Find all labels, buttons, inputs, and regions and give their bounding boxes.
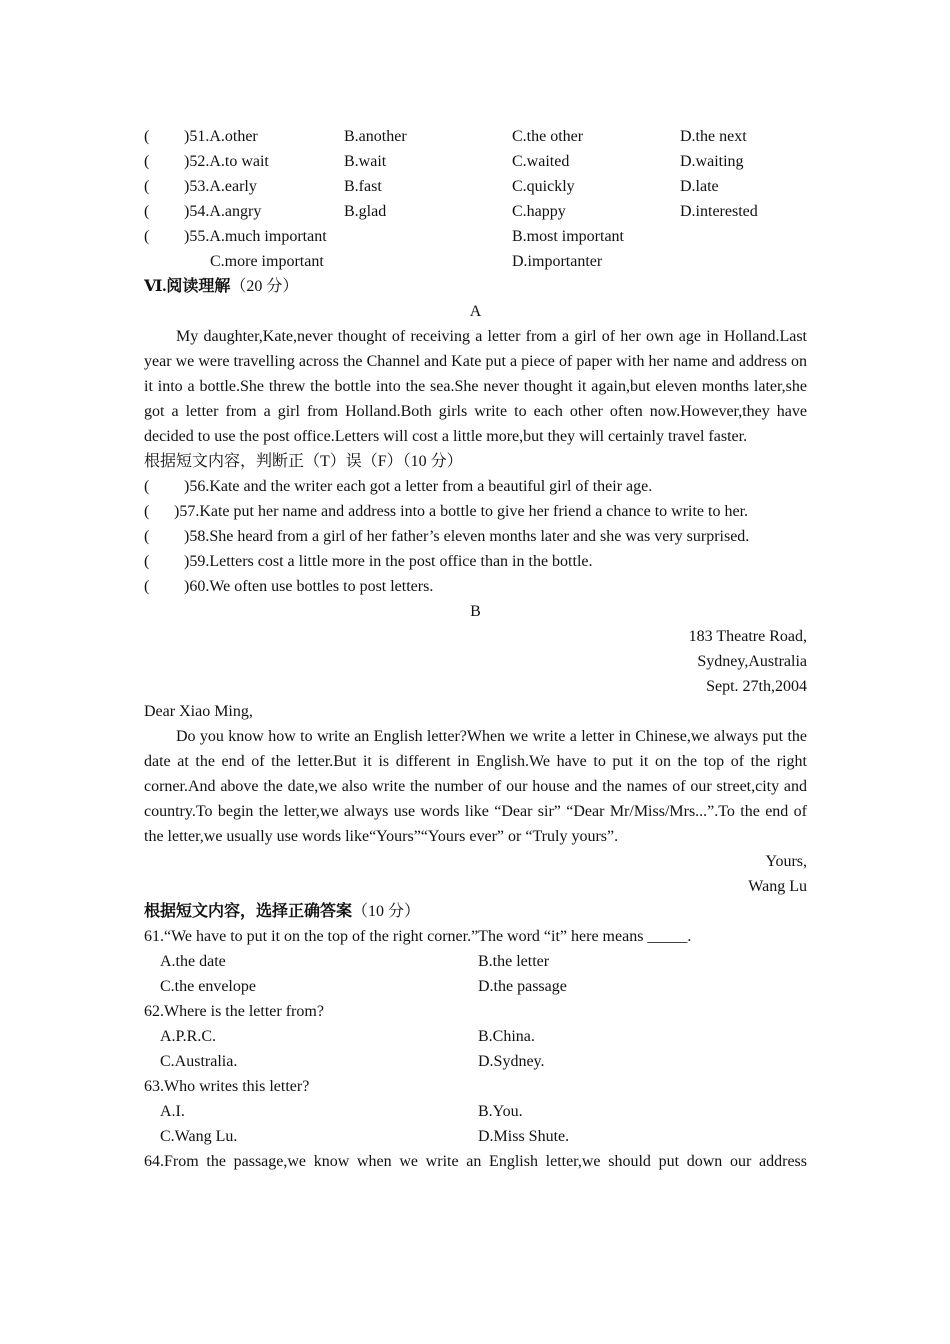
option-a: )53.A.early bbox=[184, 178, 257, 195]
answer-paren: ( bbox=[144, 203, 150, 220]
exam-page bbox=[144, 124, 807, 1174]
option-c: C.happy bbox=[512, 203, 566, 220]
answer-paren: ( bbox=[144, 478, 150, 495]
option-b: B.wait bbox=[344, 153, 387, 170]
mc-instruction-score: （10 分） bbox=[352, 903, 421, 920]
option-a: A.the date bbox=[160, 953, 226, 970]
question-63: 63.Who writes this letter? bbox=[144, 1078, 310, 1095]
option-c: C.the other bbox=[512, 128, 584, 145]
question-55-row2 bbox=[144, 249, 807, 274]
option-d: D.waiting bbox=[680, 153, 744, 170]
question-52 bbox=[144, 149, 807, 174]
question-53 bbox=[144, 174, 807, 199]
option-c: C.more important bbox=[210, 253, 324, 270]
option-c: C.the envelope bbox=[160, 978, 256, 995]
tf-instruction: 根据短文内容，判断正（T）误（F）（10 分） bbox=[144, 453, 463, 470]
answer-paren: ( bbox=[144, 128, 150, 145]
letter-closing: Yours, bbox=[765, 853, 807, 870]
passage-a-label: A bbox=[469, 303, 482, 320]
question-text: )59.Letters cost a little more in the post office than in the bottle. bbox=[184, 553, 593, 570]
question-56 bbox=[144, 474, 807, 499]
letter-greeting: Dear Xiao Ming, bbox=[144, 703, 253, 720]
option-d: D.importanter bbox=[512, 253, 603, 270]
option-a: )55.A.much important bbox=[184, 228, 327, 245]
option-a: A.I. bbox=[160, 1103, 185, 1120]
option-b: B.another bbox=[344, 128, 407, 145]
option-b: B.the letter bbox=[478, 953, 550, 970]
option-b: B.fast bbox=[344, 178, 382, 195]
options-row bbox=[144, 1024, 807, 1049]
options-row bbox=[144, 974, 807, 999]
question-57 bbox=[144, 499, 807, 524]
answer-paren: ( bbox=[144, 153, 150, 170]
option-d: D.Miss Shute. bbox=[478, 1128, 570, 1145]
answer-paren: ( bbox=[144, 503, 150, 520]
section-heading bbox=[144, 274, 807, 299]
letter-body: Do you know how to write an English letter?When we write a letter in Chinese,we always put the date at the end of the letter.But it is different in English.We have to put it on the top of the right corner.And above the date,we also write the number of our house and the names of our street,city and country.To begin the letter,we always use words like “Dear sir” “Dear Mr/Miss/Mrs...”.To the end of the letter,we usually use words like“Yours”“Yours ever” or “Truly yours”. bbox=[144, 728, 807, 845]
answer-paren: ( bbox=[144, 553, 150, 570]
section-score: （20 分） bbox=[230, 278, 299, 295]
option-a: A.P.R.C. bbox=[160, 1028, 217, 1045]
option-b: B.China. bbox=[478, 1028, 535, 1045]
mc-instruction-text: 根据短文内容，选择正确答案 bbox=[144, 903, 353, 920]
option-b: B.You. bbox=[478, 1103, 523, 1120]
question-62: 62.Where is the letter from? bbox=[144, 1003, 324, 1020]
question-64: 64.From the passage,we know when we write an English letter,we should put down our address bbox=[144, 1153, 807, 1170]
option-c: C.Australia. bbox=[160, 1053, 238, 1070]
letter-signature: Wang Lu bbox=[748, 878, 807, 895]
question-58 bbox=[144, 524, 807, 549]
question-54 bbox=[144, 199, 807, 224]
option-a: )54.A.angry bbox=[184, 203, 262, 220]
question-61: 61.“We have to put it on the top of the right corner.”The word “it” here means _____. bbox=[144, 928, 692, 945]
mc-instruction bbox=[144, 899, 807, 924]
option-c: C.waited bbox=[512, 153, 570, 170]
option-d: D.the passage bbox=[478, 978, 567, 995]
answer-paren: ( bbox=[144, 228, 150, 245]
section-title: Ⅵ.阅读理解 bbox=[144, 278, 231, 295]
options-row bbox=[144, 1124, 807, 1149]
option-d: D.late bbox=[680, 178, 719, 195]
option-c: C.Wang Lu. bbox=[160, 1128, 238, 1145]
passage-a-text: My daughter,Kate,never thought of receiving a letter from a girl of her own age in Holland.Last year we were travelling across the Channel and Kate put a piece of paper with her name and address on it into a bottle.She threw the bottle into the sea.She never thought it again,but eleven months later,she got a letter from a girl from Holland.Both girls write to each other often now.However,they have decided to use the post office.Letters will cost a little more,but they will certainly travel faster. bbox=[144, 328, 807, 445]
question-text: )58.She heard from a girl of her father’s eleven months later and she was very surprised. bbox=[184, 528, 750, 545]
options-row bbox=[144, 949, 807, 974]
answer-paren: ( bbox=[144, 178, 150, 195]
option-a: )52.A.to wait bbox=[184, 153, 269, 170]
answer-paren: ( bbox=[144, 578, 150, 595]
address-line: Sydney,Australia bbox=[697, 653, 807, 670]
option-b: B.glad bbox=[344, 203, 387, 220]
question-59 bbox=[144, 549, 807, 574]
question-55 bbox=[144, 224, 807, 249]
address-line: 183 Theatre Road, bbox=[688, 628, 807, 645]
answer-paren: ( bbox=[144, 528, 150, 545]
options-row bbox=[144, 1099, 807, 1124]
question-text: )60.We often use bottles to post letters. bbox=[184, 578, 434, 595]
option-d: D.the next bbox=[680, 128, 747, 145]
option-a: )51.A.other bbox=[184, 128, 258, 145]
question-51 bbox=[144, 124, 807, 149]
question-text: )57.Kate put her name and address into a bottle to give her friend a chance to write to her. bbox=[174, 503, 749, 520]
question-60 bbox=[144, 574, 807, 599]
question-text: )56.Kate and the writer each got a letter from a beautiful girl of their age. bbox=[184, 478, 653, 495]
option-b: B.most important bbox=[512, 228, 624, 245]
letter-date: Sept. 27th,2004 bbox=[706, 678, 807, 695]
option-d: D.Sydney. bbox=[478, 1053, 545, 1070]
options-row bbox=[144, 1049, 807, 1074]
option-c: C.quickly bbox=[512, 178, 575, 195]
option-d: D.interested bbox=[680, 203, 758, 220]
passage-b-label: B bbox=[470, 603, 481, 620]
